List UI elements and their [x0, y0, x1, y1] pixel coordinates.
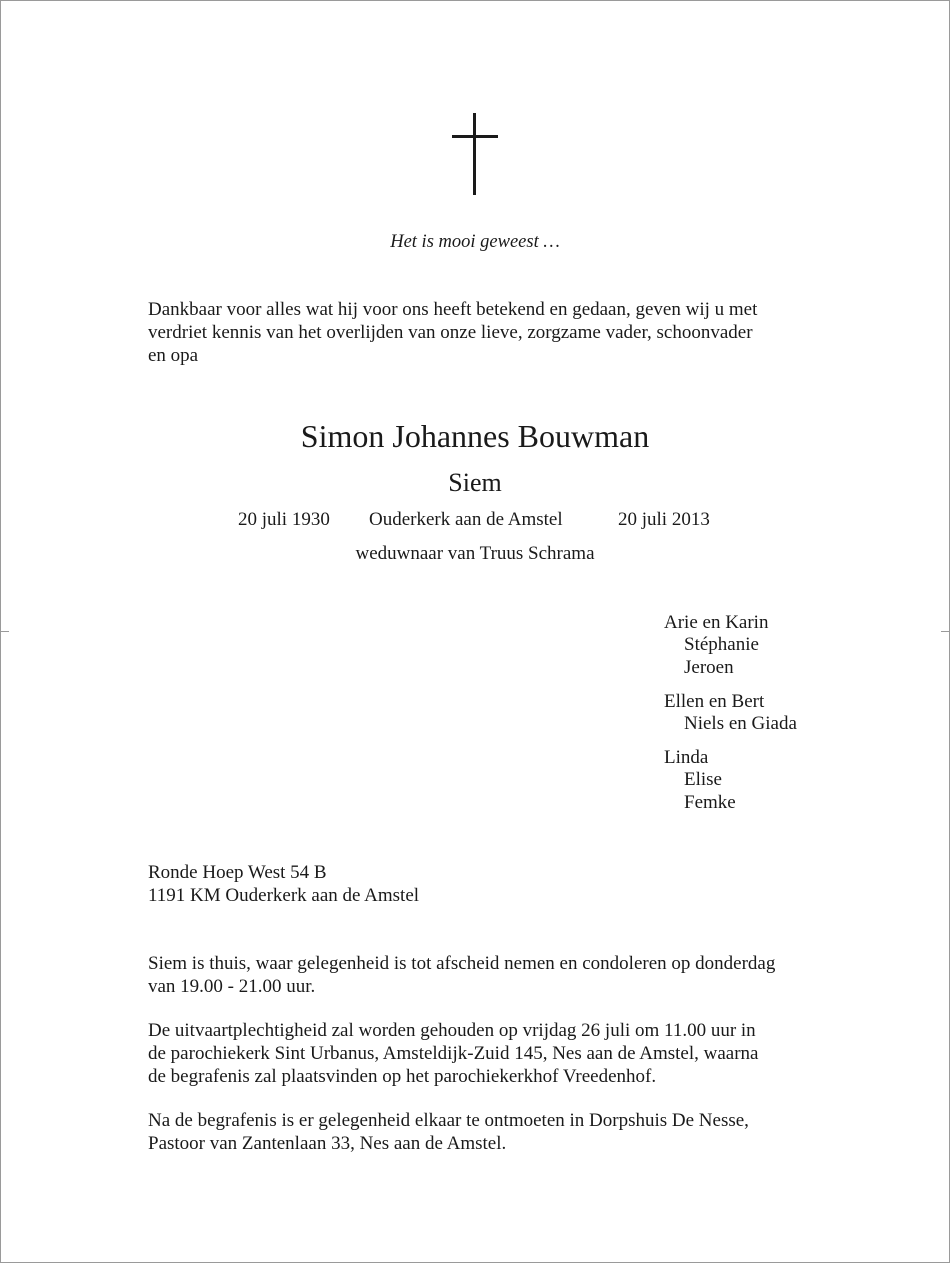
family-parents-1: Arie en Karin [664, 612, 769, 633]
gathering-line-2: Pastoor van Zantenlaan 33, Nes aan de Amstel. [148, 1133, 507, 1154]
address-city: 1191 KM Ouderkerk aan de Amstel [148, 885, 420, 906]
crop-mark-left [0, 631, 9, 632]
family-child: Niels en Giada [684, 713, 797, 734]
spouse-line: weduwnaar van Truus Schrama [355, 543, 595, 564]
gathering-line-1: Na de begrafenis is er gelegenheid elkaar te ontmoeten in Dorpshuis De Nesse, [148, 1110, 749, 1131]
family-parents-3: Linda [664, 747, 709, 768]
intro-line-2: verdriet kennis van het overlijden van onze lieve, zorgzame vader, schoonvader [148, 322, 753, 343]
cross-vertical-bar [473, 113, 476, 195]
intro-line-1: Dankbaar voor alles wat hij voor ons heeft betekend en gedaan, geven wij u met [148, 299, 758, 320]
cross-icon [452, 113, 498, 195]
birth-date: 20 juli 1930 [238, 509, 330, 530]
visitation-line-1: Siem is thuis, waar gelegenheid is tot afscheid nemen en condoleren op donderdag [148, 953, 776, 974]
family-child: Stéphanie [684, 634, 759, 655]
funeral-line-1: De uitvaartplechtigheid zal worden gehouden op vrijdag 26 juli om 11.00 uur in [148, 1020, 756, 1041]
deceased-name: Simon Johannes Bouwman [300, 418, 650, 454]
deceased-nickname: Siem [448, 468, 502, 497]
family-child: Femke [684, 792, 736, 813]
address-street: Ronde Hoep West 54 B [148, 862, 327, 883]
crop-mark-right [941, 631, 950, 632]
funeral-line-2: de parochiekerk Sint Urbanus, Amsteldijk-Zuid 145, Nes aan de Amstel, waarna [148, 1043, 759, 1064]
visitation-line-2: van 19.00 - 21.00 uur. [148, 976, 316, 997]
cross-horizontal-bar [452, 135, 498, 138]
family-child: Jeroen [684, 657, 734, 678]
intro-line-3: en opa [148, 345, 199, 366]
family-parents-2: Ellen en Bert [664, 691, 765, 712]
place-of-birth-death: Ouderkerk aan de Amstel [369, 509, 563, 530]
motto: Het is mooi geweest … [390, 232, 560, 252]
family-child: Elise [684, 769, 722, 790]
death-date: 20 juli 2013 [618, 509, 710, 530]
funeral-line-3: de begrafenis zal plaatsvinden op het parochiekerkhof Vreedenhof. [148, 1066, 657, 1087]
